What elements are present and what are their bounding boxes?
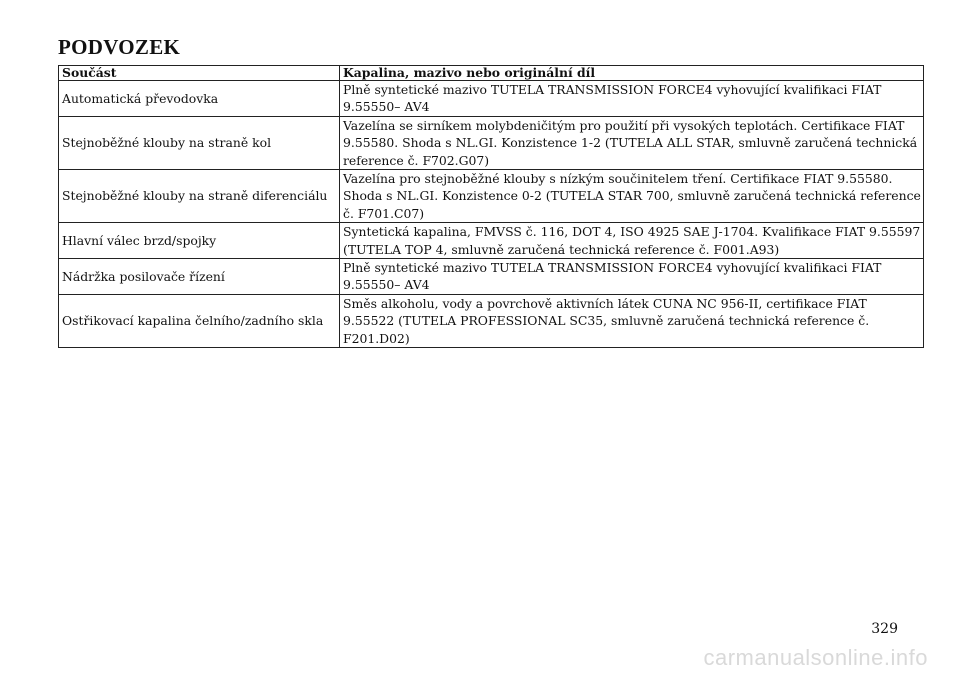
table-row [59, 259, 924, 295]
column-header-part: Součást [59, 66, 340, 81]
fluid-cell: Vazelína se sirníkem molybdeničitým pro použití při vysokých teplotách. Certifikace FIAT 9.55580. Shoda s NL.GI. Konzistence 1-2 (TUTELA ALL STAR, smluvně zaručená technická reference č. F702.G07) [340, 116, 924, 169]
part-cell: Hlavní válec brzd/spojky [59, 223, 340, 259]
column-header-fluid: Kapalina, mazivo nebo originální díl [340, 66, 924, 81]
fluid-cell: Plně syntetické mazivo TUTELA TRANSMISSION FORCE4 vyhovující kvalifikaci FIAT 9.55550– AV4 [340, 259, 924, 295]
table-row [59, 170, 924, 223]
fluid-cell: Syntetická kapalina, FMVSS č. 116, DOT 4, ISO 4925 SAE J-1704. Kvalifikace FIAT 9.55597 (TUTELA TOP 4, smluvně zaručená technická reference č. F001.A93) [340, 223, 924, 259]
part-cell: Stejnoběžné klouby na straně diferenciálu [59, 170, 340, 223]
part-cell: Stejnoběžné klouby na straně kol [59, 116, 340, 169]
part-cell: Automatická převodovka [59, 81, 340, 117]
fluid-cell: Vazelína pro stejnoběžné klouby s nízkým součinitelem tření. Certifikace FIAT 9.55580. Shoda s NL.GI. Konzistence 0-2 (TUTELA STAR 700, smluvně zaručená technická reference č. F701.C07) [340, 170, 924, 223]
page-number: 329 [871, 621, 898, 637]
watermark: carmanualsonline.info [703, 645, 928, 670]
table-header-row [59, 66, 924, 81]
fluids-table [58, 65, 924, 348]
table-row [59, 294, 924, 347]
page-title: PODVOZEK [58, 35, 181, 59]
fluid-cell: Směs alkoholu, vody a povrchově aktivních látek CUNA NC 956-II, certifikace FIAT 9.55522 (TUTELA PROFESSIONAL SC35, smluvně zaručená technická reference č. F201.D02) [340, 294, 924, 347]
table-row [59, 223, 924, 259]
fluid-cell: Plně syntetické mazivo TUTELA TRANSMISSION FORCE4 vyhovující kvalifikaci FIAT 9.55550– AV4 [340, 81, 924, 117]
table-row [59, 116, 924, 169]
part-cell: Nádržka posilovače řízení [59, 259, 340, 295]
table-row [59, 81, 924, 117]
part-cell: Ostřikovací kapalina čelního/zadního skla [59, 294, 340, 347]
